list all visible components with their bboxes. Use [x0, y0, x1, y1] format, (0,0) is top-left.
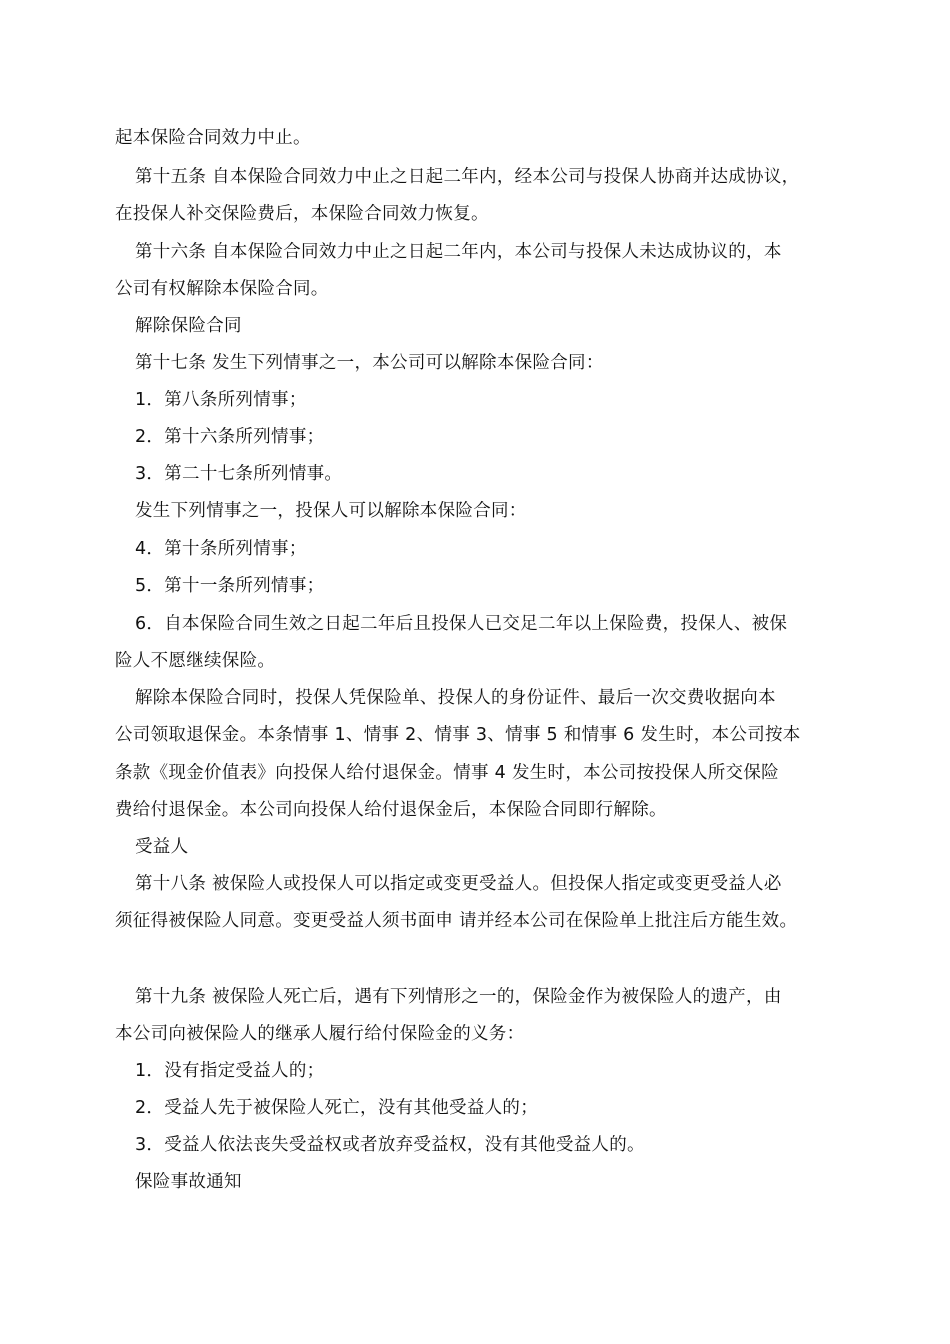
paragraph-line: 险人不愿继续保险。 [115, 651, 276, 671]
list-item: 3．受益人依法丧失受益权或者放弃受益权，没有其他受益人的。 [135, 1135, 645, 1155]
list-item: 3．第二十七条所列情事。 [135, 464, 343, 484]
list-item: 6．自本保险合同生效之日起二年后且投保人已交足二年以上保险费，投保人、被保 [135, 614, 788, 634]
section-heading-contract-termination: 解除保险合同 [135, 316, 242, 336]
paragraph-line: 须征得被保险人同意。变更受益人须书面申 请并经本公司在保险单上批注后方能生效。 [115, 911, 798, 931]
paragraph-line: 本公司向被保险人的继承人履行给付保险金的义务： [115, 1024, 525, 1044]
paragraph-line: 公司领取退保金。本条情事 1、情事 2、情事 3、情事 5 和情事 6 发生时，本公司按本 [115, 725, 801, 745]
section-heading-beneficiary: 受益人 [135, 837, 189, 857]
article-17-line: 第十七条 发生下列情事之一，本公司可以解除本保险合同： [135, 353, 604, 373]
paragraph-line: 公司有权解除本保险合同。 [115, 279, 329, 299]
article-18-line: 第十八条 被保险人或投保人可以指定或变更受益人。但投保人指定或变更受益人必 [135, 874, 782, 894]
paragraph-line: 条款《现金价值表》向投保人给付退保金。情事 4 发生时，本公司按投保人所交保险 [115, 763, 779, 783]
paragraph-line: 解除本保险合同时，投保人凭保险单、投保人的身份证件、最后一次交费收据向本 [135, 688, 776, 708]
list-item: 4．第十条所列情事； [135, 539, 307, 559]
paragraph-line: 发生下列情事之一，投保人可以解除本保险合同： [135, 501, 527, 521]
list-item: 1．第八条所列情事； [135, 390, 307, 410]
paragraph-line: 在投保人补交保险费后，本保险合同效力恢复。 [115, 204, 489, 224]
article-19-line: 第十九条 被保险人死亡后，遇有下列情形之一的，保险金作为被保险人的遗产，由 [135, 987, 782, 1007]
list-item: 5．第十一条所列情事； [135, 576, 325, 596]
paragraph-line: 费给付退保金。本公司向投保人给付退保金后，本保险合同即行解除。 [115, 800, 667, 820]
section-heading-accident-notice: 保险事故通知 [135, 1172, 242, 1192]
article-15-line: 第十五条 自本保险合同效力中止之日起二年内，经本公司与投保人协商并达成协议， [135, 167, 800, 187]
list-item: 1．没有指定受益人的； [135, 1061, 325, 1081]
article-16-line: 第十六条 自本保险合同效力中止之日起二年内，本公司与投保人未达成协议的，本 [135, 242, 782, 262]
paragraph-line: 起本保险合同效力中止。 [115, 128, 311, 148]
list-item: 2．受益人先于被保险人死亡，没有其他受益人的； [135, 1098, 539, 1118]
list-item: 2．第十六条所列情事； [135, 427, 325, 447]
